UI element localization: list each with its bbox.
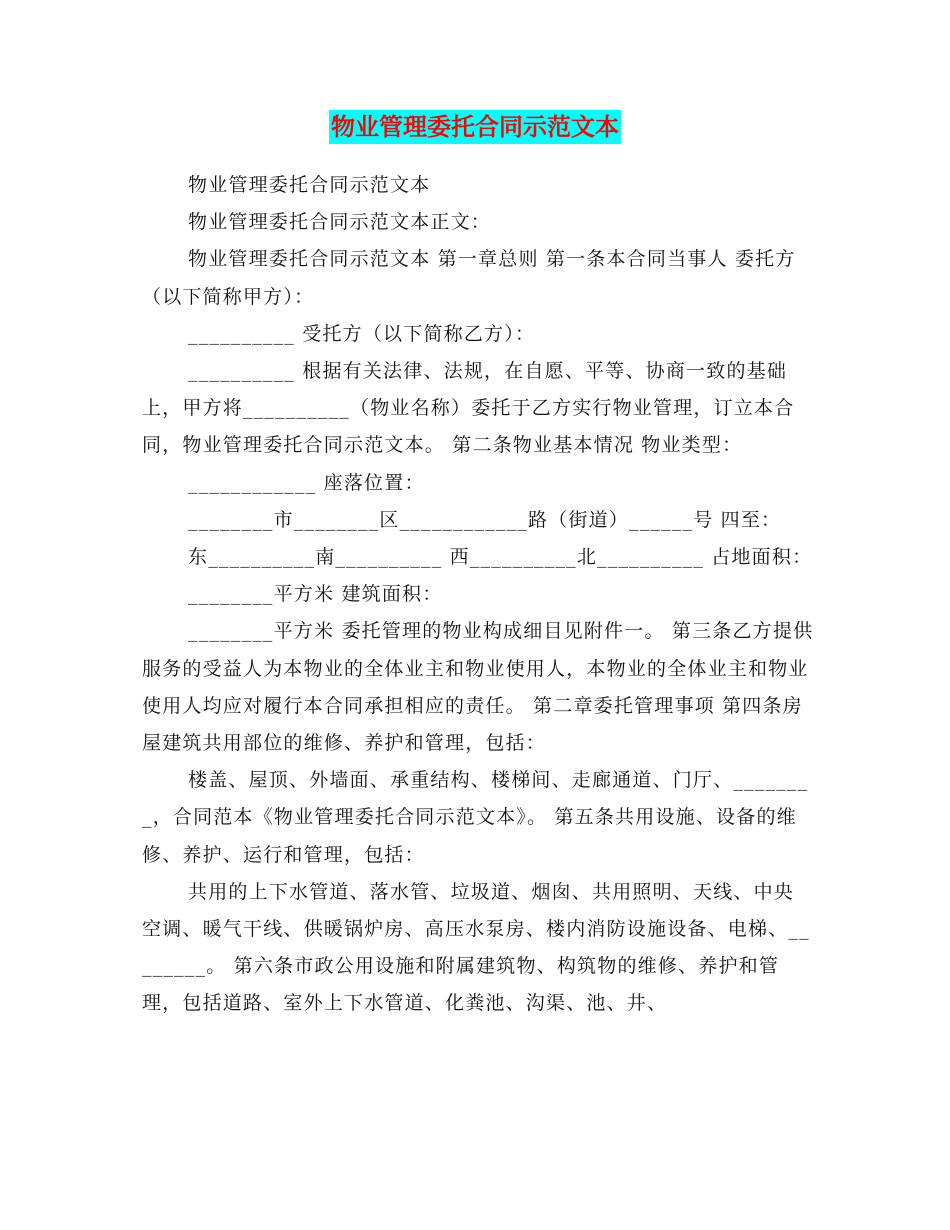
paragraph: 楼盖、屋顶、外墙面、承重结构、楼梯间、走廊通道、门厅、________，合同范本《物业管理委托合同示范文本》。 第五条共用设施、设备的维修、养护、运行和管理，包括： [142, 769, 809, 866]
document-title: 物业管理委托合同示范文本 [329, 110, 621, 144]
paragraph: 东__________南__________ 西__________北__________ 占地面积： [188, 546, 813, 569]
paragraph: ________平方米 建筑面积： [188, 583, 443, 606]
paragraph: ____________ 座落位置： [188, 471, 425, 494]
title-container [0, 110, 950, 144]
paragraph: 物业管理委托合同示范文本 第一章总则 第一条本合同当事人 委托方（以下简称甲方）： [142, 248, 796, 308]
paragraph: 物业管理委托合同示范文本 [188, 174, 431, 196]
paragraph: ________平方米 委托管理的物业构成细目见附件一。 第三条乙方提供服务的受益人为本物业的全体业主和物业使用人，本物业的全体业主和物业使用人均应对履行本合同承担相应的责任。 第二章委托管理事项 第四条房屋建筑共用部位的维修、养护和管理，包括： [142, 620, 814, 755]
paragraph: ________市________区____________路（街道）______号 四至： [188, 508, 782, 531]
paragraph: __________ 根据有关法律、法规，在自愿、平等、协商一致的基础上，甲方将__________（物业名称）委托于乙方实行物业管理，订立本合同，物业管理委托合同示范文本。 第二条物业基本情况 物业类型： [142, 360, 795, 457]
paragraph: 物业管理委托合同示范文本正文： [188, 211, 492, 234]
paragraph: 共用的上下水管道、落水管、垃圾道、烟囱、共用照明、天线、中央空调、暖气干线、供暖锅炉房、高压水泵房、楼内消防设施设备、电梯、________。 第六条市政公用设施和附属建筑物、构筑物的维修、养护和管理，包括道路、室外上下水管道、化粪池、沟渠、池、井、 [142, 880, 810, 1015]
document-body [142, 167, 814, 1023]
paragraph: __________ 受托方（以下简称乙方）： [188, 322, 536, 345]
